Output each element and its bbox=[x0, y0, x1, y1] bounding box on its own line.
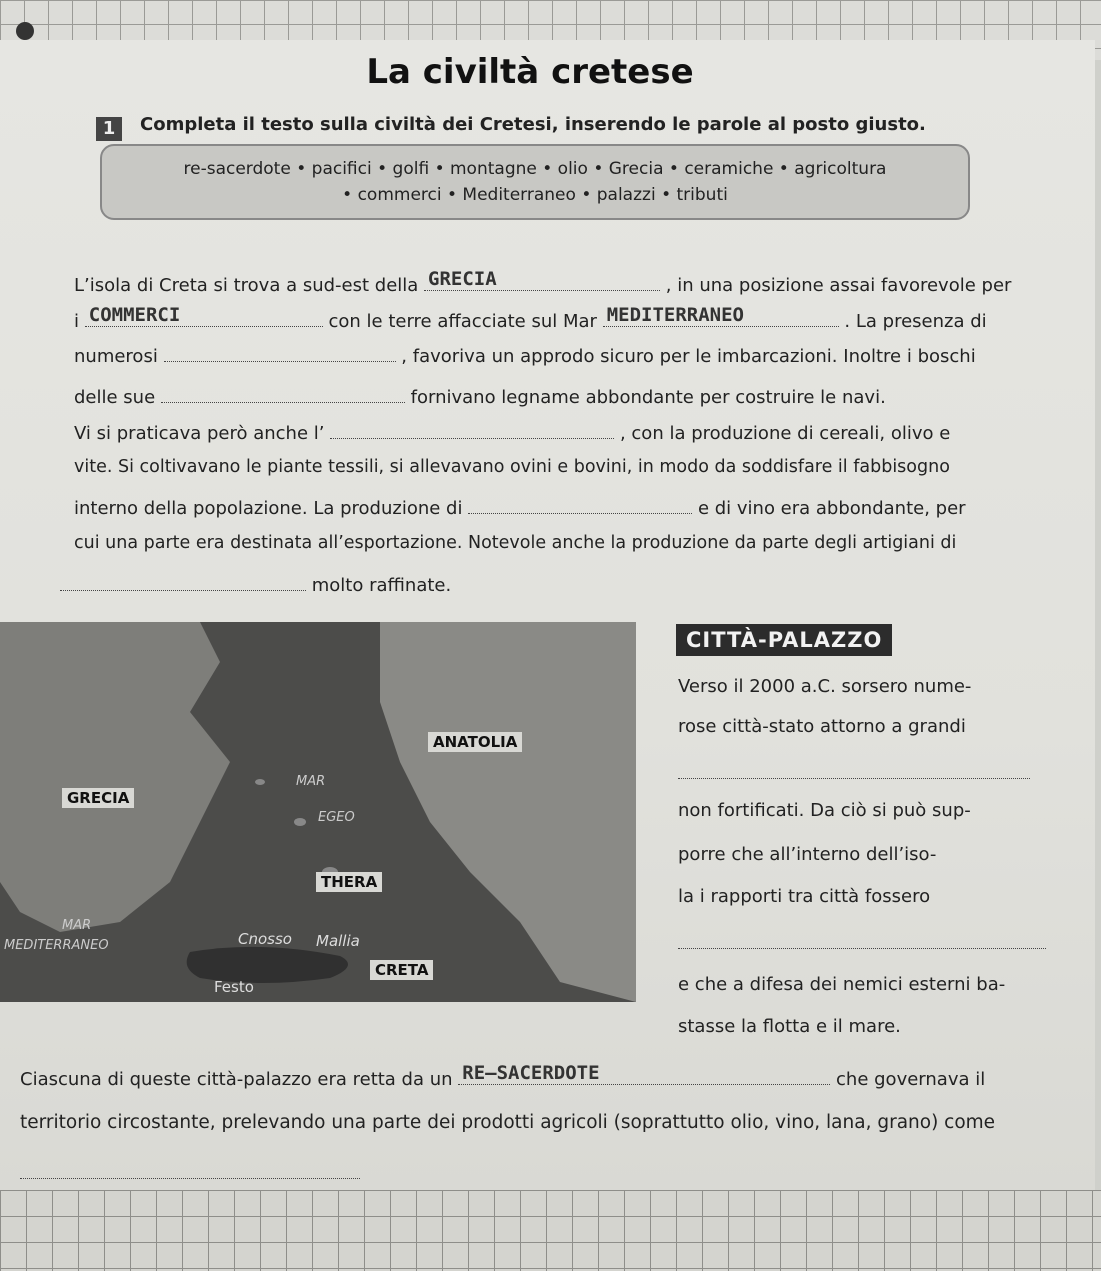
handwritten-answer: COMMERCI bbox=[88, 304, 181, 326]
handwritten-answer: GRECIA bbox=[428, 268, 497, 290]
answer-blank-2[interactable] bbox=[85, 304, 323, 327]
text-line-1 bbox=[74, 268, 1012, 296]
text-segment: numerosi bbox=[74, 346, 158, 367]
text-line-8: cui una parte era destinata all’esportazione. Notevole anche la produzione da parte degli artigiani di bbox=[74, 533, 957, 553]
map-label-mallia: Mallia bbox=[316, 932, 360, 950]
notebook-grid-bottom bbox=[0, 1190, 1101, 1271]
map-label-mar-egeo-1: MAR bbox=[296, 774, 326, 789]
page-title: La civiltà cretese bbox=[366, 52, 694, 92]
answer-blank-6[interactable] bbox=[330, 420, 614, 439]
map-label-festo: Festo bbox=[214, 978, 254, 996]
text-segment: Vi si praticava però anche l’ bbox=[74, 423, 325, 444]
exercise-number: 1 bbox=[96, 117, 122, 141]
text-line-10 bbox=[20, 1062, 986, 1090]
answer-blank-8[interactable] bbox=[60, 572, 306, 591]
map-label-creta: CRETA bbox=[370, 960, 433, 980]
text-segment: delle sue bbox=[74, 387, 156, 408]
text-segment: Ciascuna di queste città-palazzo era retta da un bbox=[20, 1069, 453, 1090]
text-line-5 bbox=[74, 420, 950, 444]
side-line-4: porre che all’interno dell’iso- bbox=[678, 844, 937, 865]
text-segment: . La presenza di bbox=[844, 311, 987, 332]
answer-blank-9[interactable] bbox=[678, 760, 1030, 779]
map-label-cnosso: Cnosso bbox=[238, 930, 292, 948]
text-segment: con le terre affacciate sul Mar bbox=[328, 311, 597, 332]
handwritten-answer: RE—SACERDOTE bbox=[462, 1062, 600, 1084]
map-label-mar-med-1: MAR bbox=[62, 918, 92, 933]
text-segment: , favoriva un approdo sicuro per le imbarcazioni. Inoltre i boschi bbox=[401, 346, 976, 367]
answer-blank-10[interactable] bbox=[678, 930, 1046, 949]
text-line-6: vite. Si coltivavano le piante tessili, si allevavano ovini e bovini, in modo da soddisfare il fabbisogno bbox=[74, 457, 950, 477]
text-line-4 bbox=[74, 384, 886, 408]
side-blank-1[interactable] bbox=[678, 760, 1030, 784]
exercise-instruction: Completa il testo sulla civiltà dei Cretesi, inserendo le parole al posto giusto. bbox=[140, 114, 926, 135]
text-segment: L’isola di Creta si trova a sud-est della bbox=[74, 275, 419, 296]
side-blank-2[interactable] bbox=[678, 930, 1046, 954]
answer-blank-11[interactable] bbox=[458, 1062, 830, 1085]
binder-hole bbox=[16, 22, 34, 40]
text-line-12 bbox=[20, 1160, 360, 1184]
text-segment: che governava il bbox=[836, 1069, 986, 1090]
map-label-mar-med-2: MEDITERRANEO bbox=[4, 938, 109, 953]
map-label-thera: THERA bbox=[316, 872, 382, 892]
answer-blank-12[interactable] bbox=[20, 1160, 360, 1179]
side-line-6: e che a difesa dei nemici esterni ba- bbox=[678, 974, 1006, 995]
map-label-mar-egeo-2: EGEO bbox=[318, 810, 355, 825]
answer-blank-3[interactable] bbox=[603, 304, 839, 327]
map-crete-aegean bbox=[0, 622, 636, 1002]
text-segment: e di vino era abbondante, per bbox=[697, 498, 966, 519]
word-bank-line-2: • commerci • Mediterraneo • palazzi • tributi bbox=[342, 185, 728, 205]
answer-blank-4[interactable] bbox=[164, 343, 396, 362]
text-segment: , in una posizione assai favorevole per bbox=[665, 275, 1012, 296]
text-line-7 bbox=[74, 495, 966, 519]
text-segment: fornivano legname abbondante per costruire le navi. bbox=[410, 387, 886, 408]
text-line-3 bbox=[74, 343, 976, 367]
handwritten-answer: MEDITERRANEO bbox=[606, 304, 744, 326]
answer-blank-5[interactable] bbox=[161, 384, 405, 403]
text-segment: molto raffinate. bbox=[311, 575, 452, 596]
word-bank-line-1: re-sacerdote • pacifici • golfi • montagne • olio • Grecia • ceramiche • agricoltura bbox=[183, 159, 887, 179]
text-line-11: territorio circostante, prelevando una parte dei prodotti agricoli (soprattutto olio, vino, lana, grano) come bbox=[20, 1112, 996, 1133]
text-segment: interno della popolazione. La produzione di bbox=[74, 498, 463, 519]
text-line-2 bbox=[74, 304, 987, 332]
map-label-grecia: GRECIA bbox=[62, 788, 134, 808]
side-line-2: rose città-stato attorno a grandi bbox=[678, 716, 966, 737]
text-segment: , con la produzione di cereali, olivo e bbox=[619, 423, 951, 444]
side-line-5: la i rapporti tra città fossero bbox=[678, 886, 931, 907]
text-line-9 bbox=[60, 572, 451, 596]
side-line-1: Verso il 2000 a.C. sorsero nume- bbox=[678, 676, 972, 697]
section-title-citta-palazzo: CITTÀ-PALAZZO bbox=[676, 624, 892, 656]
word-bank bbox=[100, 144, 970, 220]
text-segment: i bbox=[74, 311, 80, 332]
side-line-3: non fortificati. Da ciò si può sup- bbox=[678, 800, 971, 821]
map-label-anatolia: ANATOLIA bbox=[428, 732, 522, 752]
side-line-7: stasse la flotta e il mare. bbox=[678, 1016, 901, 1037]
answer-blank-1[interactable] bbox=[424, 268, 660, 291]
answer-blank-7[interactable] bbox=[468, 495, 692, 514]
